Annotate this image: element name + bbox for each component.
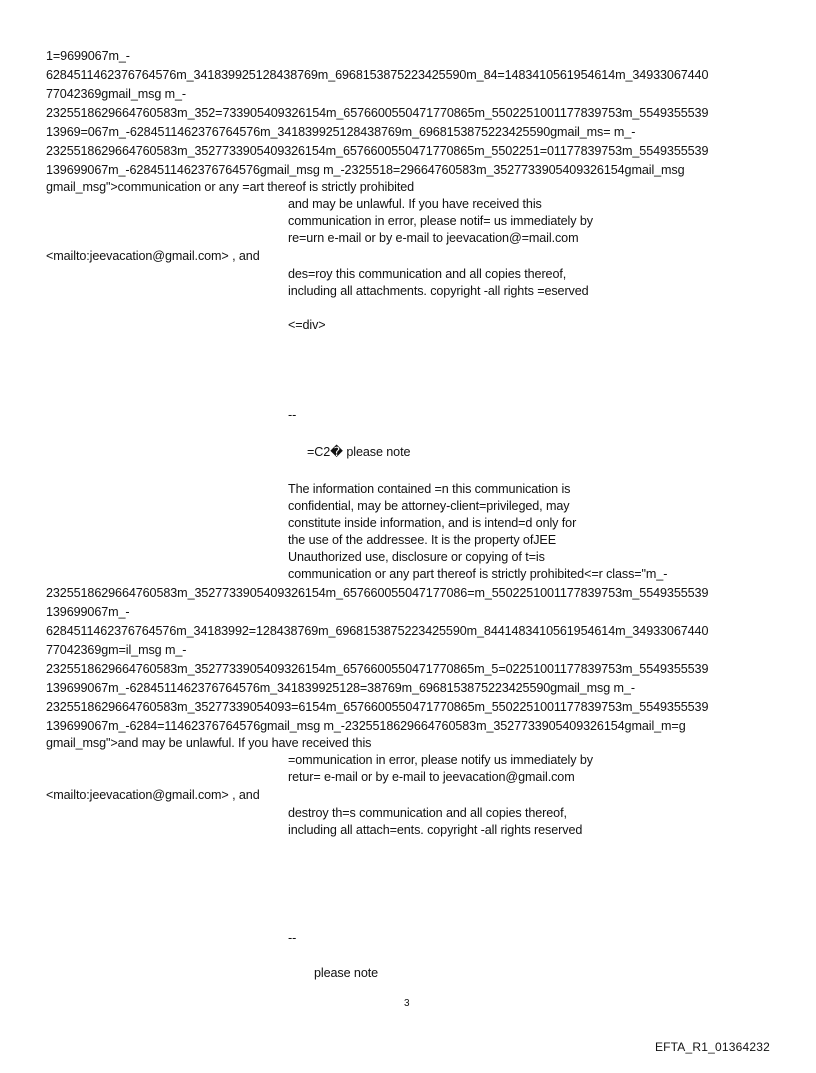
body-text-line: des=roy this communication and all copies thereof, — [288, 267, 567, 281]
mailto-link-text: <mailto:jeevacation@gmail.com> , and — [46, 249, 260, 263]
body-text-line: 139699067m_-6284=11462376764576gmail_msg m_-2325518629664760583m_3527733905409326154gmail_m=g — [46, 719, 686, 733]
body-text-line: gmail_msg">communication or any =art thereof is strictly prohibited — [46, 180, 415, 194]
body-text-line: The information contained =n this communication is — [288, 482, 571, 496]
body-text-line: 2325518629664760583m_352=733905409326154m_6576600550471770865m_5502251001177839753m_5549355539 — [46, 106, 709, 120]
body-text-line: Unauthorized use, disclosure or copying of t=is — [288, 550, 545, 564]
mailto-link-text: <mailto:jeevacation@gmail.com> , and — [46, 788, 260, 802]
body-text-line: retur= e-mail or by e-mail to jeevacation@gmail.com — [288, 770, 575, 784]
body-text-line: 2325518629664760583m_3527733905409326154m_657660055047177086=m_5502251001177839753m_5549355539 — [46, 586, 709, 600]
body-text-line: 6284511462376764576m_34183992=128438769m_6968153875223425590m_8441483410561954614m_34933067440 — [46, 624, 709, 638]
body-text-line: including all attachments. copyright -all rights =eserved — [288, 284, 589, 298]
body-text-line: 2325518629664760583m_35277339054093=6154m_6576600550471770865m_5502251001177839753m_5549355539 — [46, 700, 709, 714]
body-text-line: 139699067m_-6284511462376764576m_341839925128=38769m_6968153875223425590gmail_msg m_- — [46, 681, 635, 695]
body-text-line: confidential, may be attorney-client=privileged, may — [288, 499, 570, 513]
body-text-line: 77042369gmail_msg m_- — [46, 87, 187, 101]
body-text-line: destroy th=s communication and all copies thereof, — [288, 806, 567, 820]
body-text-line: gmail_msg">and may be unlawful. If you have received this — [46, 736, 372, 750]
body-text-line: 2325518629664760583m_3527733905409326154m_6576600550471770865m_5=02251001177839753m_5549355539 — [46, 662, 709, 676]
body-text-line: and may be unlawful. If you have received this — [288, 197, 542, 211]
body-text-line: 6284511462376764576m_341839925128438769m_6968153875223425590m_84=1483410561954614m_34933067440 — [46, 68, 709, 82]
separator-dashes: -- — [288, 931, 297, 945]
document-id-footer: EFTA_R1_01364232 — [654, 1040, 770, 1054]
please-note-heading: =C2� please note — [307, 445, 411, 459]
body-text-line: 139699067m_-6284511462376764576gmail_msg m_-2325518=29664760583m_3527733905409326154gmail_msg — [46, 163, 685, 177]
body-text-line: 139699067m_- — [46, 605, 130, 619]
please-note-heading: please note — [314, 966, 379, 980]
body-text-line: 2325518629664760583m_3527733905409326154m_6576600550471770865m_5502251=01177839753m_5549355539 — [46, 144, 709, 158]
html-tag-text: <=div> — [288, 318, 326, 332]
body-text-line: communication in error, please notif= us immediately by — [288, 214, 593, 228]
body-text-line: 1=9699067m_- — [46, 49, 130, 63]
body-text-line: re=urn e-mail or by e-mail to jeevacation@=mail.com — [288, 231, 579, 245]
body-text-line: including all attach=ents. copyright -all rights reserved — [288, 823, 583, 837]
body-text-line: =ommunication in error, please notify us immediately by — [288, 753, 593, 767]
page-number: 3 — [404, 998, 410, 1009]
body-text-line: 13969=067m_-6284511462376764576m_341839925128438769m_6968153875223425590gmail_ms= m_- — [46, 125, 636, 139]
body-text-line: constitute inside information, and is intend=d only for — [288, 516, 577, 530]
separator-dashes: -- — [288, 408, 297, 422]
body-text-line: the use of the addressee. It is the property ofJEE — [288, 533, 557, 547]
body-text-line: 77042369gm=il_msg m_- — [46, 643, 187, 657]
body-text-line: communication or any part thereof is strictly prohibited<=r class="m_- — [288, 567, 668, 581]
